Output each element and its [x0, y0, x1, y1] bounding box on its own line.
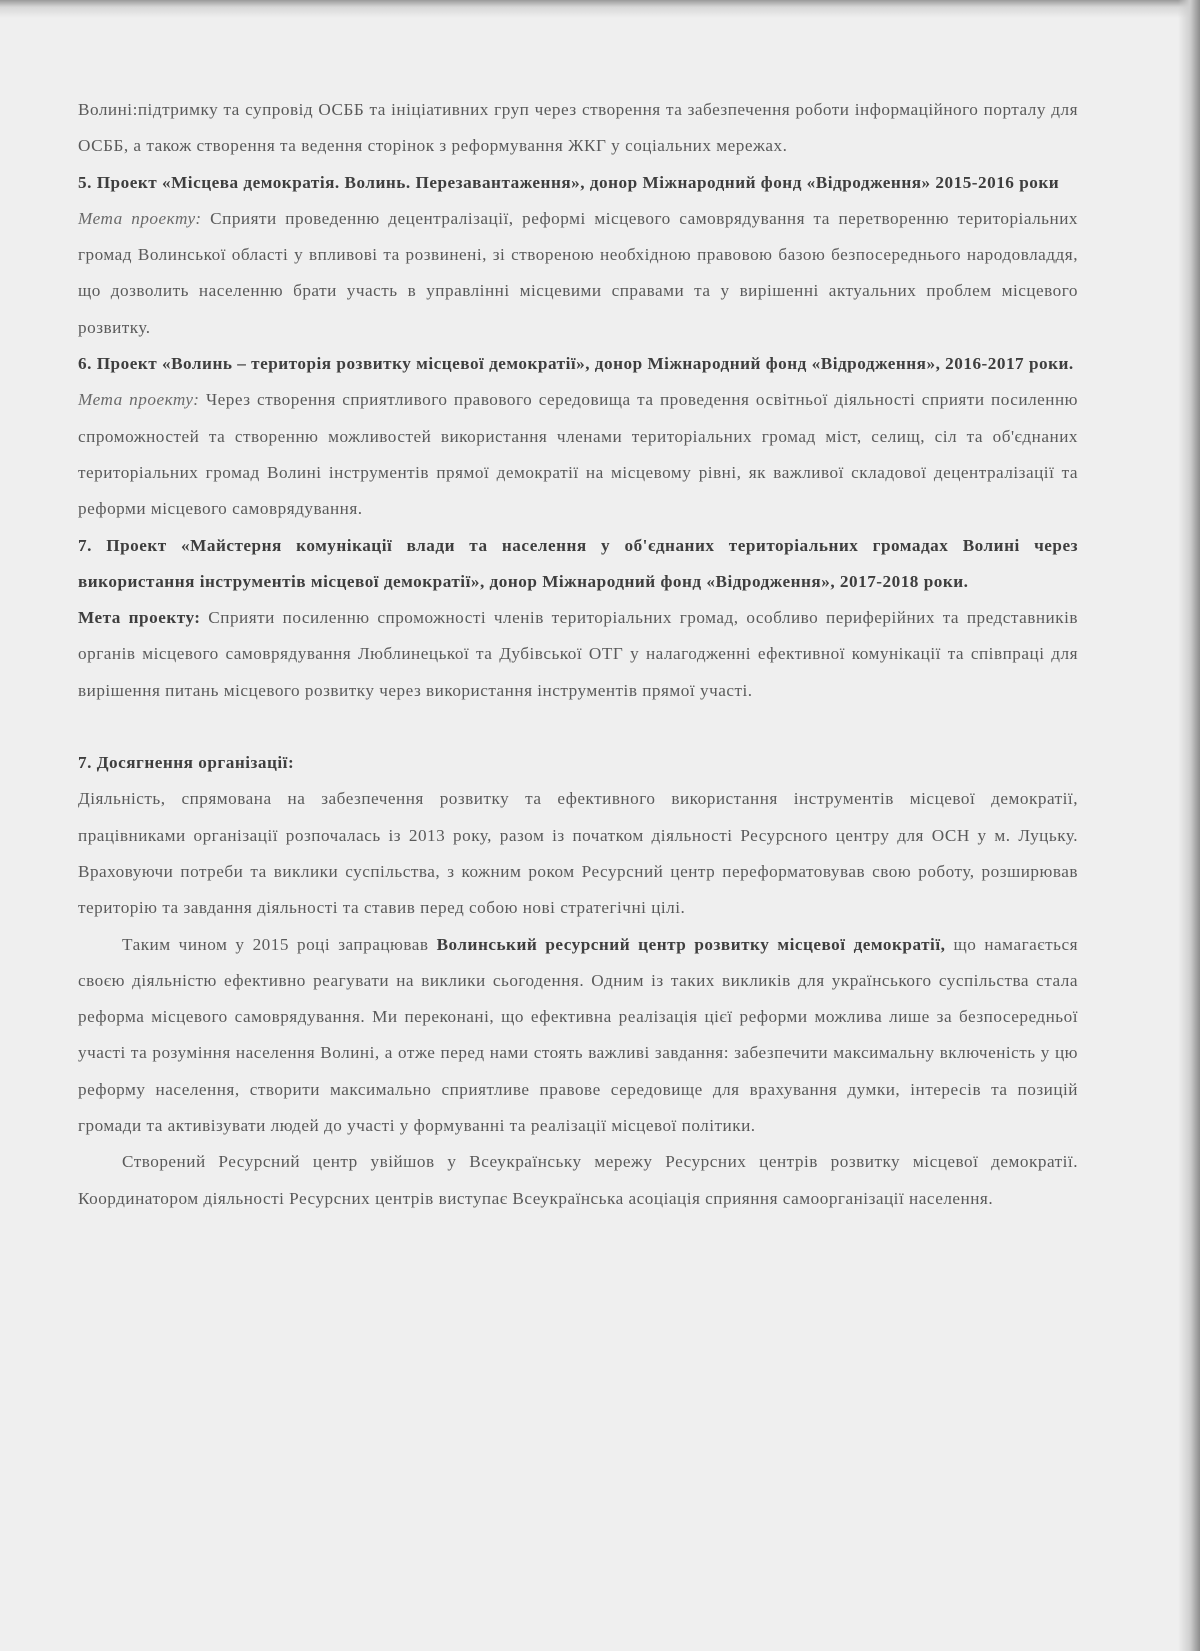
project-7-heading: 7. Проект «Майстерня комунікації влади та населення у об'єднаних територіальних громадах Волині через використання інструментів місцевої демократії», донор Міжнародний фонд «Відродження», 2017-2018 роки. — [78, 535, 1078, 591]
achievements-paragraph-2 — [78, 927, 1078, 1145]
achievements-paragraph-1: Діяльність, спрямована на забезпечення розвитку та ефективного використання інструментів місцевої демократії, працівниками організації розпочалась із 2013 року, разом із початком діяльності Ресурсного центру для ОСН у м. Луцьку. Враховуючи потреби та виклики суспільства, з кожним роком Ресурсний центр переформатовував свою роботу, розширював територію та завдання діяльності та ставив перед собою нові стратегічні цілі. — [78, 789, 1078, 918]
achievements-paragraph-2-rest: що намагається своєю діяльністю ефективно реагувати на виклики сьогодення. Одним із таких викликів для українського суспільства стала реформа місцевого самоврядування. Ми переконані, що ефективна реалізація цієї реформи можлива лише за безпосередньої участі та розуміння населення Волині, а отже перед нами стоять важливі завдання: забезпечити максимальну включеність у цю реформу населення, створити максимально сприятливе правове середовище для врахування думки, інтересів та позицій громади та активізувати людей до участі у формуванні та реалізації місцевої політики. — [78, 934, 1079, 1136]
project-7-goal-text: Сприяти посиленню спроможності членів територіальних громад, особливо периферійних та представників органів місцевого самоврядування Люблинецької та Дубівської ОТГ у налагодженні ефективної комунікації та співпраці для вирішення питань місцевого розвитку через використання інструментів прямої участі. — [78, 608, 1078, 700]
project-5-goal — [78, 201, 1078, 346]
resource-center-name: Волинський ресурсний центр розвитку місцевої демократії, — [436, 934, 946, 954]
project-7-goal-label: Мета проекту: — [78, 608, 201, 628]
document-page — [78, 92, 1078, 1217]
project-5-heading: 5. Проект «Місцева демократія. Волинь. Перезавантаження», донор Міжнародний фонд «Відродження» 2015-2016 роки — [78, 172, 1060, 192]
project-6-goal-label: Мета проекту: — [78, 390, 200, 410]
project-6-goal-text: Через створення сприятливого правового середовища та проведення освітньої діяльності сприяти посиленню спроможностей та створенню можливостей використання членами територіальних громад міст, селищ, сіл та об'єднаних територіальних громад Волині інструментів прямої демократії на місцевому рівні, як важливої складової децентралізації та реформи місцевого самоврядування. — [78, 390, 1079, 519]
project-6-goal — [78, 382, 1078, 527]
intro-paragraph: Волині:підтримку та супровід ОСББ та ініціативних груп через створення та забезпечення роботи інформаційного порталу для ОСББ, а також створення та ведення сторінок з реформування ЖКГ у соціальних мережах. — [78, 100, 1078, 156]
project-5-goal-label: Мета проекту: — [78, 208, 202, 228]
achievements-paragraph-3: Створений Ресурсний центр увійшов у Всеукраїнську мережу Ресурсних центрів розвитку місцевої демократії. Координатором діяльності Ресурсних центрів виступає Всеукраїнська асоціація сприяння самоорганізації населення. — [78, 1152, 1078, 1208]
achievements-heading: 7. Досягнення організації: — [78, 753, 295, 773]
achievements-paragraph-2-lead: Таким чином у 2015 році запрацював — [122, 934, 429, 954]
project-7-goal — [78, 600, 1078, 709]
scan-top-edge — [0, 0, 1200, 18]
project-5-goal-text: Сприяти проведенню децентралізації, реформі місцевого самоврядування та перетворенню територіальних громад Волинської області у впливові та розвинені, зі створеною необхідною правовою базою безпосереднього народовладдя, що дозволить населенню брати участь в управлінні місцевими справами та у вирішенні актуальних проблем місцевого розвитку. — [78, 208, 1079, 337]
scan-right-edge — [1178, 0, 1200, 1651]
section-gap — [78, 709, 1078, 745]
project-6-heading: 6. Проект «Волинь – територія розвитку місцевої демократії», донор Міжнародний фонд «Відродження», 2016-2017 роки. — [78, 354, 1074, 374]
